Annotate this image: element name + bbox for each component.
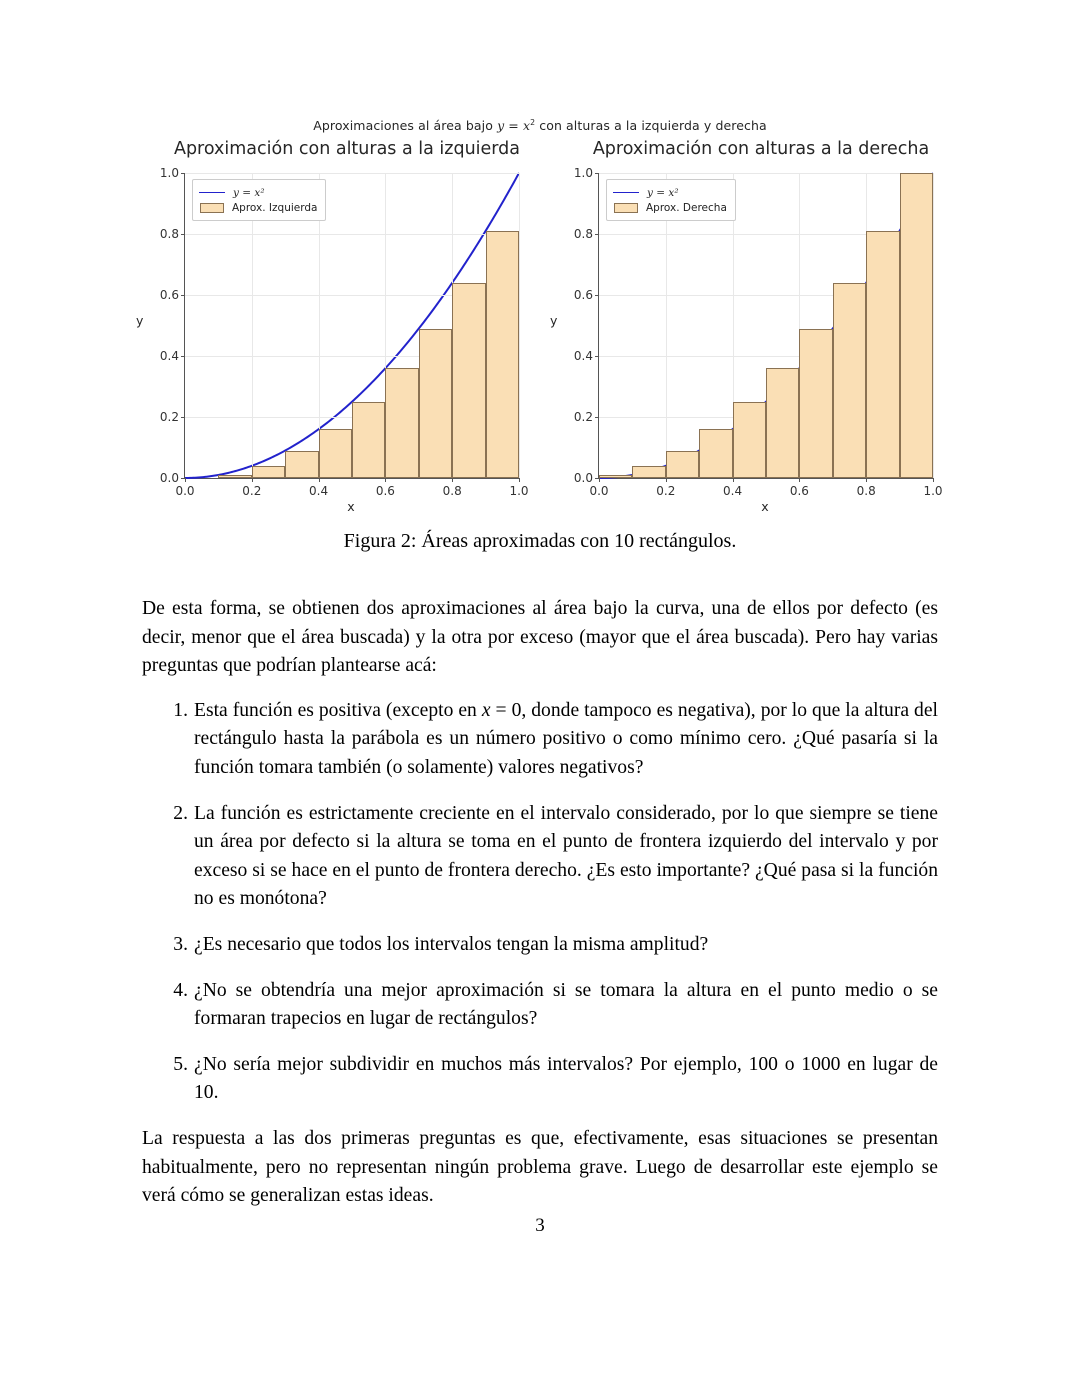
bar bbox=[666, 451, 699, 478]
chart-title-right: Aproximación con alturas a la derecha bbox=[592, 139, 930, 160]
y-tick-label: 1.0 bbox=[159, 166, 179, 181]
y-tick-label: 0.4 bbox=[573, 349, 593, 364]
question-text-part1: ¿No se obtendría una mejor aproximación si se tomara la altura en el punto medio o se formaran trapecios en lugar de rectángulos? bbox=[194, 979, 938, 1030]
question-text-part1: ¿No sería mejor subdividir en muchos más intervalos? Por ejemplo, 100 o 1000 en lugar de 10. bbox=[194, 1053, 938, 1104]
gridline-horizontal bbox=[185, 234, 519, 235]
page-number: 3 bbox=[535, 1215, 545, 1236]
suptitle-exponent: 2 bbox=[530, 118, 536, 127]
y-tick-label: 0.4 bbox=[159, 349, 179, 364]
legend-row-bars-right bbox=[613, 200, 727, 215]
x-axis-label-left: x bbox=[347, 499, 355, 515]
legend-label-bars-right: Aprox. Derecha bbox=[646, 201, 727, 214]
gridline-vertical bbox=[519, 173, 520, 478]
bar bbox=[352, 402, 385, 478]
y-tick-label: 0.0 bbox=[573, 471, 593, 486]
x-tick-label: 0.0 bbox=[589, 484, 609, 499]
x-tick-label: 0.0 bbox=[175, 484, 195, 499]
suptitle-text-pre: Aproximaciones al área bajo bbox=[313, 118, 498, 134]
legend-label-bars-left: Aprox. Izquierda bbox=[232, 201, 318, 214]
x-tick-label: 0.6 bbox=[375, 484, 395, 499]
bar bbox=[699, 429, 732, 478]
bar bbox=[833, 283, 866, 478]
question-text-part1: Esta función es positiva (excepto en bbox=[194, 699, 482, 721]
legend-label-curve-right: y = x² bbox=[647, 186, 679, 199]
legend-label-curve-left: y = x² bbox=[233, 186, 265, 199]
legend-row-bars-left bbox=[199, 200, 317, 215]
question-item bbox=[142, 1051, 938, 1108]
x-tick-label: 0.8 bbox=[856, 484, 876, 499]
plot-area-right bbox=[550, 163, 943, 515]
x-tick-label: 1.0 bbox=[923, 484, 943, 499]
suptitle-text-post: con alturas a la izquierda y derecha bbox=[535, 118, 767, 134]
document-body bbox=[142, 528, 938, 1225]
bar bbox=[900, 173, 933, 478]
legend-row-curve-right bbox=[613, 185, 727, 200]
charts-row bbox=[0, 139, 1080, 515]
figure-caption: Figura 2: Áreas aproximadas con 10 rectángulos. bbox=[343, 530, 737, 552]
gridline-vertical bbox=[933, 173, 934, 478]
x-tick-label: 0.8 bbox=[442, 484, 462, 499]
question-text-part2: , donde tampoco es negativa), por lo que la altura del rectángulo hasta la parábola es un número positivo o como mínimo cero. ¿Qué pasaría si la función tomara también (o solamente) valores negativos? bbox=[194, 699, 938, 778]
y-tick-label: 0.6 bbox=[159, 288, 179, 303]
bar bbox=[486, 231, 519, 478]
inline-math: x = 0 bbox=[481, 699, 522, 721]
question-text-part1: La función es estrictamente creciente en el intervalo considerado, por lo que siempre se tiene un área por defecto si la altura se toma en el punto de frontera izquierdo del intervalo y por exceso si se hace en el punto de frontera derecho. ¿Es esto importante? ¿Qué pasa si la función no es monótona? bbox=[194, 802, 938, 910]
bar bbox=[385, 368, 418, 478]
bar bbox=[766, 368, 799, 478]
bar bbox=[733, 402, 766, 478]
bar bbox=[252, 466, 285, 478]
suptitle-math-x: x bbox=[522, 118, 531, 134]
legend-right bbox=[606, 179, 736, 221]
gridline-horizontal bbox=[185, 173, 519, 174]
chart-title-left: Aproximación con alturas a la izquierda bbox=[173, 139, 521, 160]
bar bbox=[419, 329, 452, 478]
y-tick-label: 0.2 bbox=[159, 410, 179, 425]
question-item bbox=[142, 697, 938, 783]
bar bbox=[218, 475, 251, 478]
question-text-part1: ¿Es necesario que todos los intervalos tengan la misma amplitud? bbox=[194, 933, 709, 955]
suptitle-equals: = bbox=[504, 118, 523, 134]
figure-suptitle bbox=[0, 118, 1080, 133]
legend-swatch-icon bbox=[614, 203, 638, 213]
y-tick-label: 0.6 bbox=[573, 288, 593, 303]
y-tick-label: 1.0 bbox=[573, 166, 593, 181]
chart-panel-right bbox=[550, 139, 943, 515]
questions-list bbox=[142, 697, 938, 1108]
bar bbox=[799, 329, 832, 478]
legend-line-icon bbox=[199, 192, 225, 193]
bar bbox=[452, 283, 485, 478]
legend-swatch-icon bbox=[200, 203, 224, 213]
bar bbox=[632, 466, 665, 478]
y-axis-label-right: y bbox=[550, 313, 558, 329]
axes-left bbox=[159, 166, 529, 499]
y-axis-label-left: y bbox=[136, 313, 144, 329]
x-tick-label: 0.6 bbox=[789, 484, 809, 499]
x-axis-label-right: x bbox=[761, 499, 769, 515]
legend-row-curve-left bbox=[199, 185, 317, 200]
question-item bbox=[142, 931, 938, 960]
y-tick-label: 0.2 bbox=[573, 410, 593, 425]
y-tick-label: 0.0 bbox=[159, 471, 179, 486]
gridline-horizontal bbox=[599, 173, 933, 174]
y-tick-label: 0.8 bbox=[159, 227, 179, 242]
bar bbox=[866, 231, 899, 478]
axes-right bbox=[573, 166, 943, 499]
question-item bbox=[142, 977, 938, 1034]
x-tick-label: 1.0 bbox=[509, 484, 529, 499]
x-tick-label: 0.2 bbox=[656, 484, 676, 499]
bar bbox=[285, 451, 318, 478]
bar bbox=[319, 429, 352, 478]
bar bbox=[599, 475, 632, 478]
x-tick-label: 0.4 bbox=[723, 484, 743, 499]
plot-area-left bbox=[136, 163, 529, 515]
legend-left bbox=[192, 179, 326, 221]
x-tick-label: 0.4 bbox=[309, 484, 329, 499]
legend-line-icon bbox=[613, 192, 639, 193]
chart-panel-left bbox=[136, 139, 529, 515]
question-item bbox=[142, 800, 938, 914]
intro-paragraph: De esta forma, se obtienen dos aproximaciones al área bajo la curva, una de ellos por defecto (es decir, menor que el área buscada) y la otra por exceso (mayor que el área buscada). Pero hay varias preguntas que podrían plantearse acá: bbox=[142, 598, 938, 677]
y-tick-label: 0.8 bbox=[573, 227, 593, 242]
suptitle-math-y: y bbox=[497, 118, 505, 134]
x-tick-label: 0.2 bbox=[242, 484, 262, 499]
closing-paragraph: La respuesta a las dos primeras preguntas es que, efectivamente, esas situaciones se presentan habitualmente, pero no representan ningún problema grave. Luego de desarrollar este ejemplo se verá cómo se generalizan estas ideas. bbox=[142, 1127, 938, 1207]
figure-2 bbox=[0, 118, 1080, 515]
